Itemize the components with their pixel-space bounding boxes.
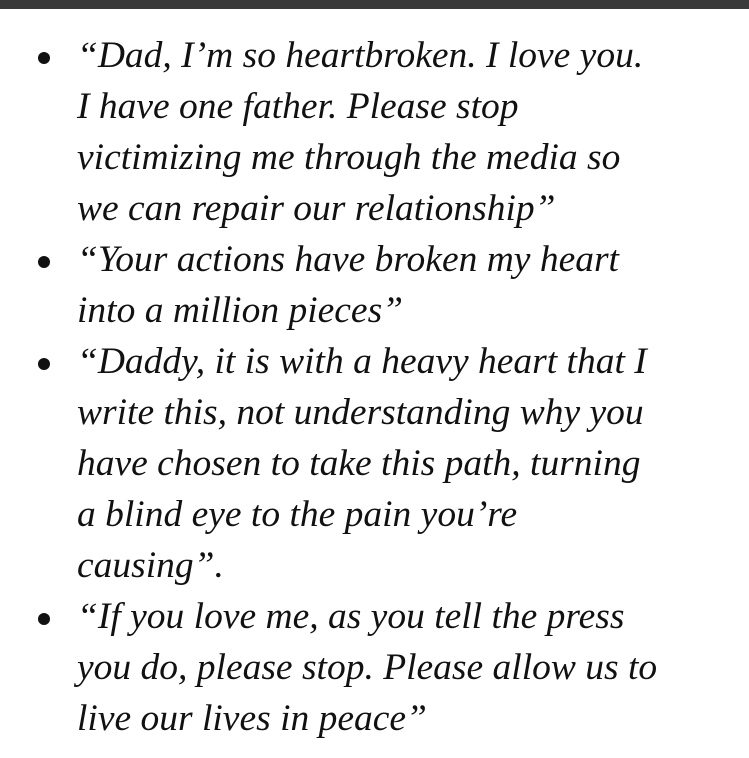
bullet-icon — [38, 613, 50, 625]
bullet-icon — [38, 52, 50, 64]
bullet-icon — [38, 256, 50, 268]
quote-line: victimizing me through the media so — [77, 137, 621, 178]
quote-text — [77, 591, 729, 744]
quote-line: into a million pieces” — [77, 290, 404, 331]
quote-line: “Daddy, it is with a heavy heart that I — [77, 341, 647, 382]
list-item — [0, 30, 749, 234]
list-item — [0, 234, 749, 336]
quote-line: causing”. — [77, 545, 224, 586]
bullet-icon — [38, 358, 50, 370]
quote-list — [0, 30, 749, 744]
quote-line: “If you love me, as you tell the press — [77, 596, 625, 637]
top-bar — [0, 0, 749, 9]
quote-text — [77, 30, 729, 234]
quote-text — [77, 336, 729, 591]
quote-line: I have one father. Please stop — [77, 86, 519, 127]
quote-line: you do, please stop. Please allow us to — [77, 647, 658, 688]
quote-line: write this, not understanding why you — [77, 392, 644, 433]
quote-text — [77, 234, 729, 336]
quote-line: a blind eye to the pain you’re — [77, 494, 518, 535]
quote-line: “Your actions have broken my heart — [77, 239, 619, 280]
quote-line: live our lives in peace” — [77, 698, 427, 739]
list-item — [0, 591, 749, 744]
quote-line: have chosen to take this path, turning — [77, 443, 641, 484]
list-item — [0, 336, 749, 591]
quote-line: we can repair our relationship” — [77, 188, 556, 229]
quote-line: “Dad, I’m so heartbroken. I love you. — [77, 35, 644, 76]
